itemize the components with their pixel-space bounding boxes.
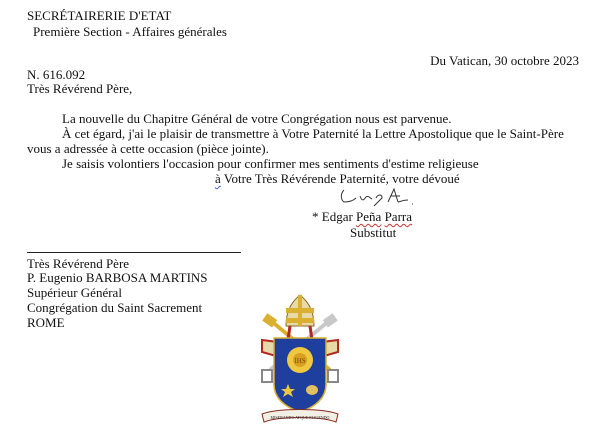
salutation: Très Révérend Père,	[27, 81, 133, 96]
recipient-title: Supérieur Général	[27, 285, 122, 300]
motto-text: MISERANDO ATQUE ELIGENDO	[270, 415, 330, 420]
separator-line	[27, 252, 241, 253]
paragraph-2-line-2: vous a adressée à cette occasion (pièce jointe).	[27, 141, 269, 156]
date-line: Du Vatican, 30 octobre 2023	[430, 53, 579, 68]
recipient-congregation: Congrégation du Saint Sacrement	[27, 300, 203, 315]
signatory-title: Substitut	[350, 225, 397, 240]
signatory-name: * Edgar Peña Parra	[312, 209, 413, 224]
paragraph-2-line-1: À cet égard, j'ai le plaisir de transmettre à Votre Paternité la Lettre Apostolique que le Saint-Père	[62, 126, 564, 141]
closing-line	[215, 171, 460, 186]
recipient-name: P. Eugenio BARBOSA MARTINS	[27, 270, 208, 285]
paragraph-1: La nouvelle du Chapitre Général de votre Congrégation nous est parvenue.	[62, 111, 452, 126]
papal-coat-of-arms	[248, 292, 352, 426]
section-heading: Première Section - Affaires générales	[33, 24, 227, 39]
closing-a: à	[215, 171, 221, 186]
svg-text:IHS: IHS	[294, 357, 306, 365]
closing-rest: Votre Très Révérende Paternité, votre dévoué	[220, 171, 460, 186]
paragraph-3: Je saisis volontiers l'occasion pour confirmer mes sentiments d'estime religieuse	[62, 156, 479, 171]
reference-number: N. 616.092	[27, 67, 86, 82]
handwritten-signature	[338, 186, 418, 208]
recipient-city: ROME	[27, 315, 65, 330]
office-heading: SECRÉTAIRERIE D'ETAT	[27, 8, 172, 23]
recipient-line-1: Très Révérend Père	[27, 256, 130, 271]
